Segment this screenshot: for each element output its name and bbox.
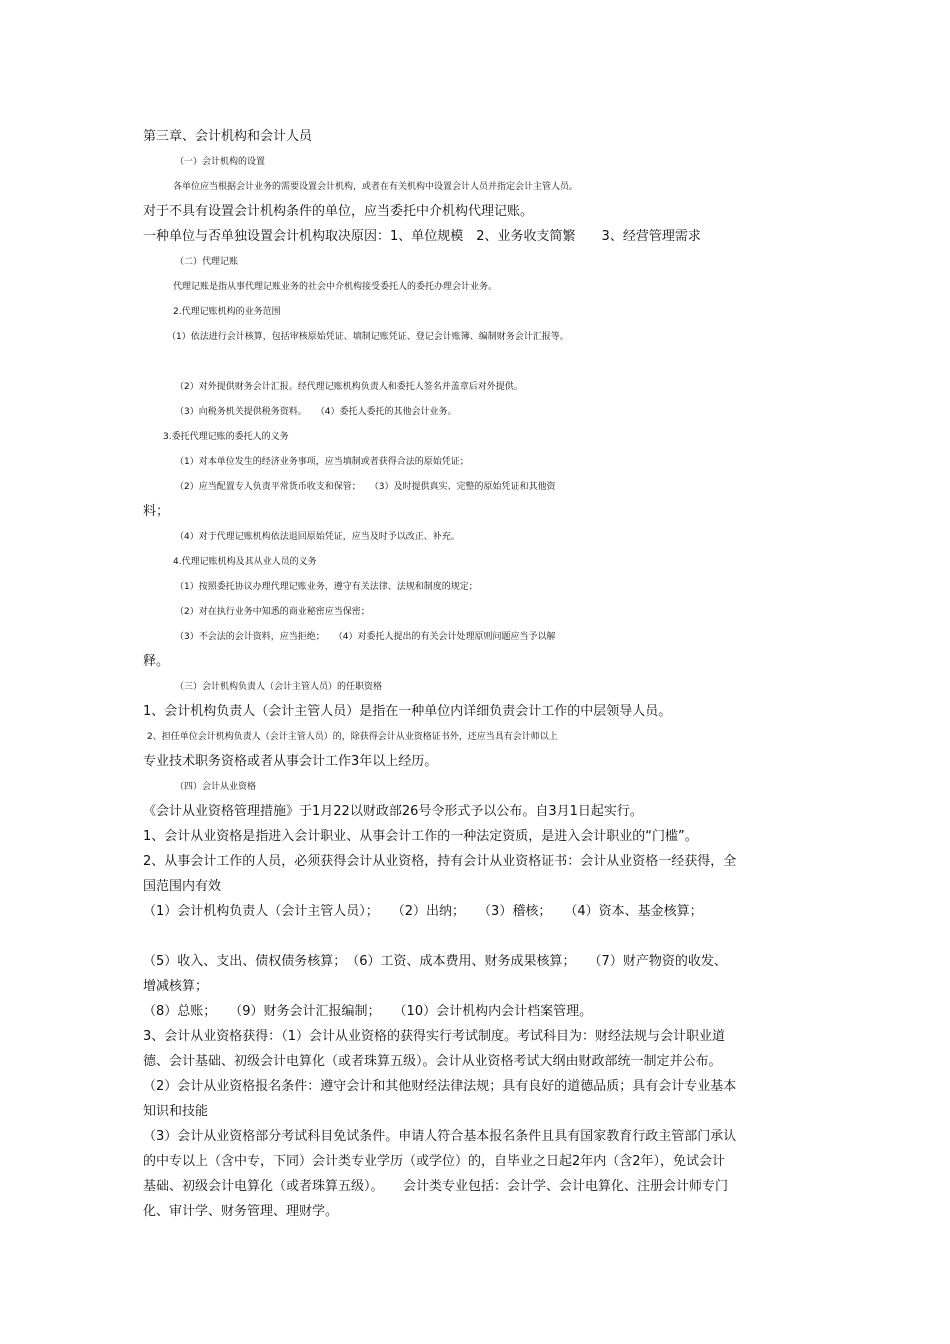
paragraph-line: （2）会计从业资格报名条件：遵守会计和其他财经法律法规；具有良好的道德品质；具有会计专业基本 [143,1079,737,1094]
paragraph-line: 释。 [143,654,170,669]
chapter-title: 第三章、会计机构和会计人员 [143,129,313,144]
paragraph-line: 基础、初级会计电算化（或者珠算五级）。 会计类专业包括：会计学、会计电算化、注册会计师专门 [143,1179,729,1194]
paragraph-line: （1）对本单位发生的经济业务事项，应当填制或者获得合法的原始凭证； [175,457,469,467]
subsection-heading: 2.代理记账机构的业务范围 [173,307,281,317]
paragraph-line: （2）应当配置专人负责平常货币收支和保管； （3）及时提供真实、完整的原始凭证和其他资 [175,482,556,492]
paragraph-line: （1）依法进行会计核算，包括审核原始凭证、填制记账凭证、登记会计账簿、编制财务会计汇报等。 [167,332,569,342]
paragraph-line: （8）总账； （9）财务会计汇报编制； （10）会计机构内会计档案管理。 [143,1004,593,1019]
paragraph-line: （1）会计机构负责人（会计主管人员）； （2）出纳； （3）稽核； （4）资本、基金核算； [143,904,703,919]
paragraph-line: （2）对在执行业务中知悉的商业秘密应当保密； [175,607,370,617]
section-heading: （一）会计机构的设置 [175,157,266,167]
paragraph-line: （3）向税务机关提供税务资料。 （4）委托人委托的其他会计业务。 [175,407,457,417]
section-heading: （四）会计从业资格 [175,782,257,792]
paragraph-line: 知识和技能 [143,1104,209,1119]
subsection-heading: 3.委托代理记账的委托人的义务 [163,432,289,442]
subsection-heading: 4.代理记账机构及其从业人员的义务 [173,557,317,567]
paragraph-line: （3）不会法的会计资料，应当拒绝； （4）对委托人提出的有关会计处理原则问题应当予以解 [175,632,556,642]
paragraph-line: 专业技术职务资格或者从事会计工作3年以上经历。 [143,754,438,769]
paragraph-line: 1、会计机构负责人（会计主管人员）是指在一种单位内详细负责会计工作的中层领导人员。 [143,704,672,719]
paragraph-line: 3、会计从业资格获得：（1）会计从业资格的获得实行考试制度。考试科目为：财经法规与会计职业道 [143,1029,726,1044]
paragraph-line: （4）对于代理记账机构依法退回原始凭证，应当及时予以改正、补充。 [175,532,460,542]
paragraph-line: 《会计从业资格管理措施》于1月22以财政部26号令形式予以公布。自3月1日起实行。 [143,804,643,819]
paragraph-line: 1、会计从业资格是指进入会计职业、从事会计工作的一种法定资质，是进入会计职业的“门槛”。 [143,829,698,844]
paragraph-line: 化、审计学、财务管理、理财学。 [143,1204,339,1219]
paragraph-line: 2、担任单位会计机构负责人（会计主管人员）的，除获得会计从业资格证书外，还应当具有会计师以上 [147,732,558,742]
paragraph-line: （5）收入、支出、债权债务核算； （6）工资、成本费用、财务成果核算； （7）财产物资的收发、 [143,954,727,969]
paragraph-line: 料； [143,504,170,519]
section-heading: （三）会计机构负责人（会计主管人员）的任职资格 [175,682,383,692]
paragraph-line: 一种单位与否单独设置会计机构取决原因：1、单位规模 2、业务收支简繁 3、经营管理需求 [143,229,701,244]
paragraph-line: （3）会计从业资格部分考试科目免试条件。申请人符合基本报名条件且具有国家教育行政主管部门承认 [143,1129,737,1144]
paragraph-line: 代理记账是指从事代理记账业务的社会中介机构接受委托人的委托办理会计业务。 [173,282,498,292]
paragraph-line: 2、从事会计工作的人员，必须获得会计从业资格，持有会计从业资格证书：会计从业资格一经获得，全 [143,854,737,869]
paragraph-line: 增减核算； [143,979,209,994]
paragraph-line: 国范围内有效 [143,879,222,894]
paragraph-line: （1）按照委托协议办理代理记账业务，遵守有关法律、法规和制度的规定； [175,582,478,592]
paragraph-line: 的中专以上（含中专，下同）会计类专业学历（或学位）的，自毕业之日起2年内（含2年），免试会计 [143,1154,726,1169]
paragraph-line: 德、会计基础、初级会计电算化（或者珠算五级）。会计从业资格考试大纲由财政部统一制定并公布。 [143,1054,722,1069]
paragraph-line: 对于不具有设置会计机构条件的单位，应当委托中介机构代理记账。 [143,204,534,219]
paragraph-line: 各单位应当根据会计业务的需要设置会计机构，或者在有关机构中设置会计人员并指定会计主管人员。 [173,182,579,192]
section-heading: （二）代理记账 [175,257,239,267]
paragraph-line: （2）对外提供财务会计汇报。经代理记账机构负责人和委托人签名并盖章后对外提供。 [175,382,523,392]
